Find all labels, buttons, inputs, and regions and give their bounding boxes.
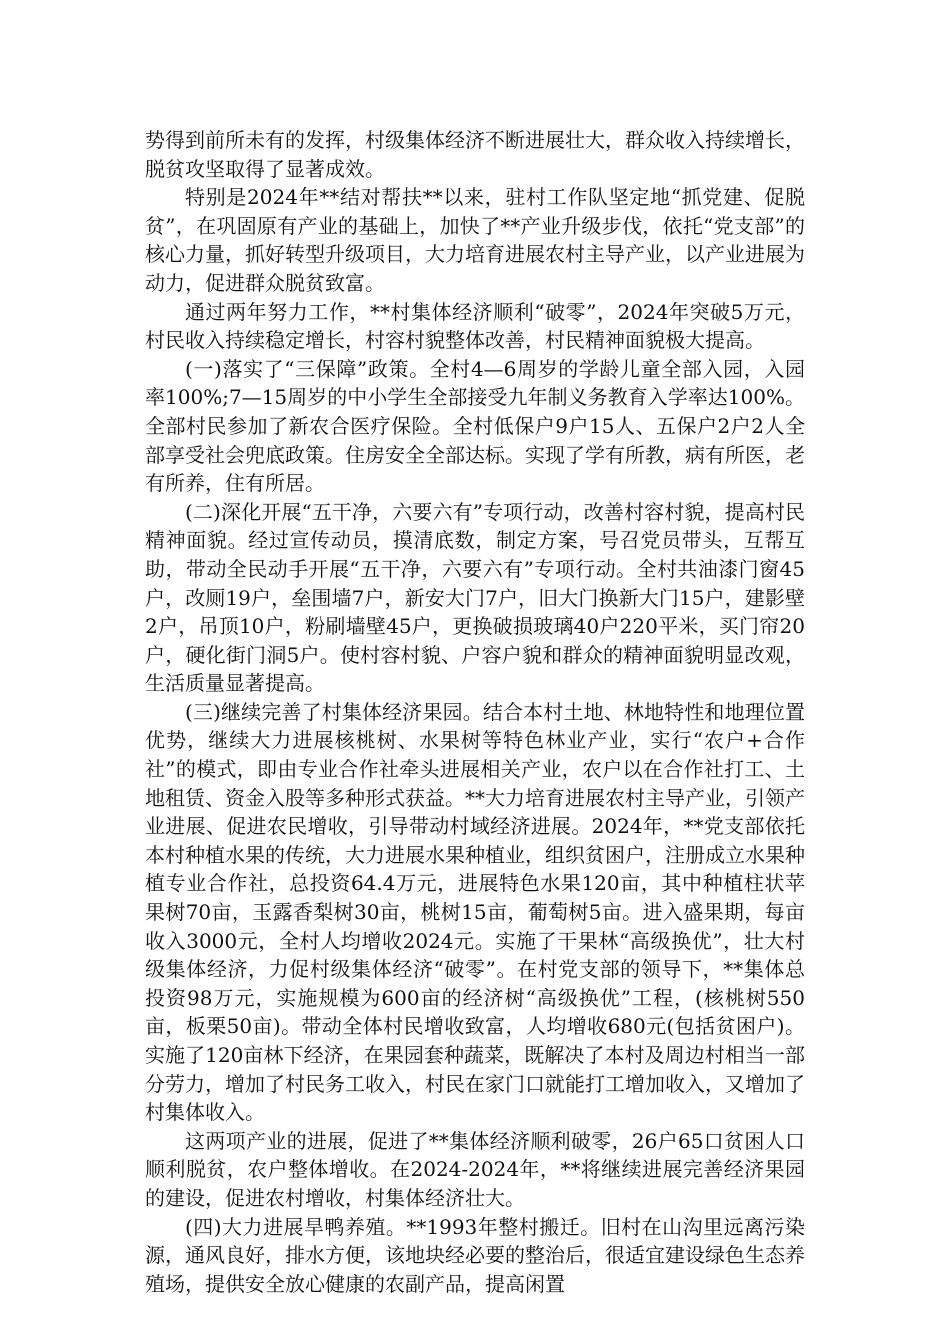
paragraph-5: (二)深化开展“五干净，六要六有”专项行动，改善村容村貌，提高村民精神面貌。经过宣传动员，摸清底数，制定方案，号召党员带头，互帮互助，带动全民动手开展“五干净，六要六有”专项行动。全村共油漆门窗45户，改厕19户，垒围墙7户，新安大门7户，旧大门换新大门15户，建影壁2户，吊顶10户，粉刷墙壁45户，更换破损玻璃40户220平米，买门帘20户，硬化街门洞5户。使村容村貌、户容户貌和群众的精神面貌明显改观，生活质量显著提高。 (145, 499, 805, 696)
paragraph-2: 特别是2024年**结对帮扶**以来，驻村工作队坚定地“抓党建、促脱贫”，在巩固原有产业的基础上，加快了**产业升级步伐，依托“党支部”的核心力量，抓好转型升级项目，大力培育进展农村主导产业，以产业进展为动力，促进群众脱贫致富。 (145, 185, 805, 295)
paragraph-4: (一)落实了“三保障”政策。全村4—6周岁的学龄儿童全部入园，入园率100%;7—15周岁的中小学生全部接受九年制义务教育入学率达100%。全部村民参加了新农合医疗保险。全村低保户9户15人、五保户2户2人全部享受社会兜底政策。住房安全全部达标。实现了学有所教，病有所医，老有所养，住有所居。 (145, 356, 805, 496)
paragraph-3: 通过两年努力工作，**村集体经济顺利“破零”，2024年突破5万元，村民收入持续稳定增长，村容村貌整体改善，村民精神面貌极大提高。 (145, 299, 805, 353)
document-body (145, 126, 805, 1298)
paragraph-8: (四)大力进展旱鸭养殖。**1993年整村搬迁。旧村在山沟里远离污染源，通风良好，排水方便，该地块经必要的整治后，很适宜建设绿色生态养殖场，提供安全放心健康的农副产品，提高闲置 (145, 1214, 805, 1296)
paragraph-6: (三)继续完善了村集体经济果园。结合本村土地、林地特性和地理位置优势，继续大力进展核桃树、水果树等特色林业产业，实行“农户+合作社”的模式，即由专业合作社牵头进展相关产业，农户以在合作社打工、土地租赁、资金入股等多种形式获益。**大力培育进展农村主导产业，引领产业进展、促进农民增收，引导带动村域经济进展。2024年，**党支部依托本村种植水果的传统，大力进展水果种植业，组织贫困户，注册成立水果种植专业合作社，总投资64.4万元，进展特色水果120亩，其中种植柱状苹果树70亩，玉露香梨树30亩，桃树15亩，葡萄树5亩。进入盛果期，每亩收入3000元，全村人均增收2024元。实施了干果林“高级换优”，壮大村级集体经济，力促村级集体经济“破零”。在村党支部的领导下，**集体总投资98万元，实施规模为600亩的经济树“高级换优”工程，(核桃树550亩，板栗50亩)。带动全体村民增收致富，人均增收680元(包括贫困户)。实施了120亩林下经济，在果园套种蔬菜，既解决了本村及周边村相当一部分劳力，增加了村民务工收入，村民在家门口就能打工增加收入，又增加了村集体收入。 (145, 699, 805, 1125)
paragraph-7: 这两项产业的进展，促进了**集体经济顺利破零，26户65口贫困人口顺利脱贫，农户整体增收。在2024-2024年，**将继续进展完善经济果园的建设，促进农村增收，村集体经济壮大。 (145, 1128, 805, 1210)
paragraph-1: 势得到前所未有的发挥，村级集体经济不断进展壮大，群众收入持续增长，脱贫攻坚取得了显著成效。 (145, 128, 805, 181)
